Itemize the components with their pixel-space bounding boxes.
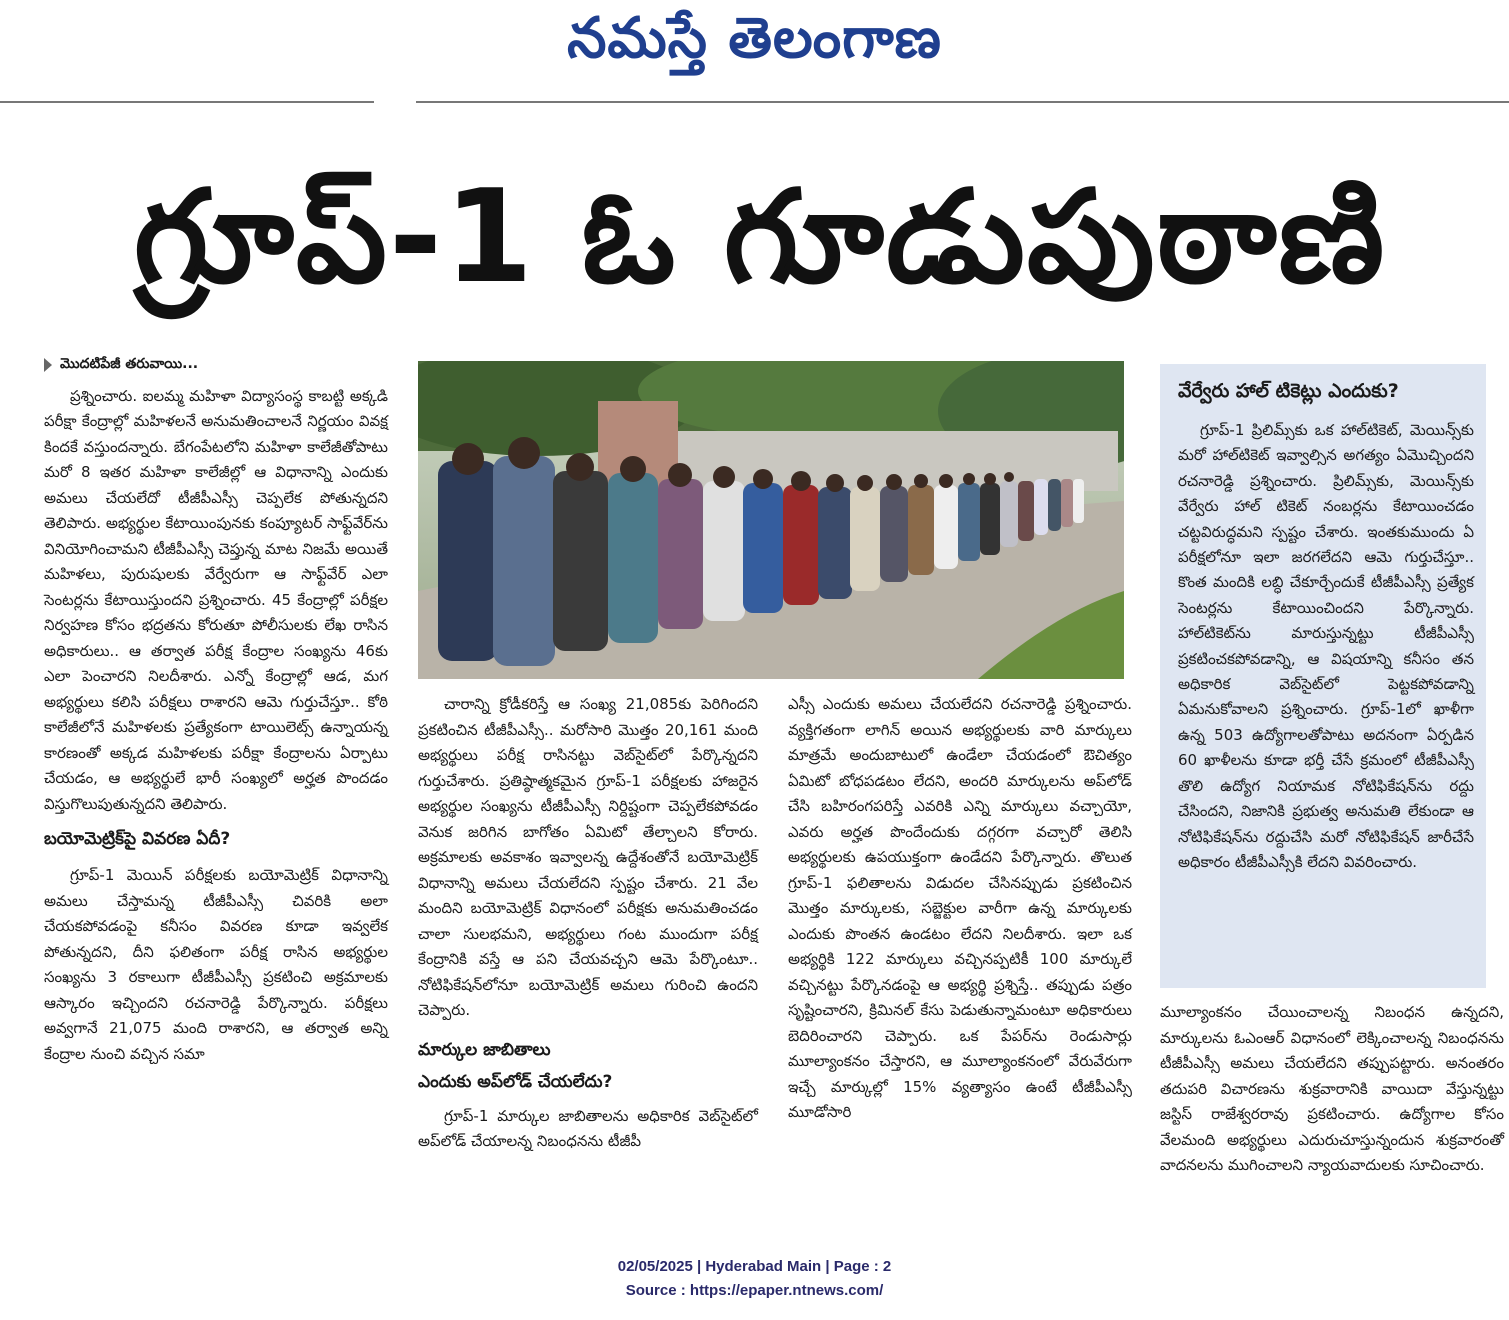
masthead-rule-left — [0, 101, 374, 103]
subheading: బయోమెట్రిక్‌పై వివరణ ఏదీ? — [44, 829, 231, 849]
article-column-4 — [1160, 1000, 1504, 1179]
sidebar-title: వేర్వేరు హాల్ టికెట్లు ఎందుకు? — [1178, 380, 1399, 402]
paragraph: గ్రూప్-1 మార్కుల జాబితాలను అధికారిక వెబ్‌సైట్‌లో అప్‌లోడ్ చేయాలన్న నిబంధనను టీజీపీ — [418, 1106, 758, 1150]
arrow-icon — [44, 358, 52, 372]
masthead — [0, 0, 1509, 100]
article-column-3 — [788, 692, 1132, 1126]
photo-illustration — [418, 361, 1124, 679]
subheading-line-2: ఎందుకు అప్‌లోడ్ చేయలేదు? — [418, 1071, 613, 1092]
sidebar-box — [1160, 364, 1486, 988]
newspaper-name: నమస్తే తెలంగాణ — [567, 6, 942, 71]
subheading-line-1: మార్కుల జాబితాలు — [418, 1039, 551, 1060]
masthead-rule-right — [416, 101, 1509, 103]
article-column-2 — [418, 692, 758, 1155]
headline: గ్రూప్-1 ఓ గూడుపుఠాణి — [133, 163, 1387, 312]
sidebar-body — [1178, 418, 1474, 875]
footer-source: Source : https://epaper.ntnews.com/ — [625, 1282, 884, 1299]
footer-dateline: 02/05/2025 | Hyderabad Main | Page : 2 — [617, 1258, 892, 1275]
continuation-text: మొదటిపేజీ తరువాయి... — [60, 356, 199, 372]
news-photo-queue — [418, 361, 1124, 679]
paragraph: చారాన్ని క్రోడీకరిస్తే ఆ సంఖ్య 21,085కు పెరిగిందని ప్రకటించిన టీజీపీఎస్సీ.. మరోసారి మొత్తం 20,161 మంది అభ్యర్థులు పరీక్ష రాసినట్టు వెబ్‌సైట్‌లో పేర్కొన్నదని గుర్తుచేశారు. ప్రతిష్ఠాత్మకమైన గ్రూప్-1 పరీక్షలకు హాజరైన అభ్యర్థుల సంఖ్యను టీజీపీఎస్సీ నిర్దిష్టంగా చెప్పలేకపోవడం వెనుక జరిగిన బాగోతం ఏమిటో తేల్చాలని కోరారు. అక్రమాలకు అవకాశం ఇవ్వాలన్న ఉద్దేశంతోనే బయోమెట్రిక్ విధానాన్ని అమలు చేయలేదని స్పష్టం చేశారు. 21 వేల మందిని బయోమెట్రిక్ విధానంలో పరీక్షకు అనుమతించడం చాలా సులభమని, అభ్యర్థులు గంట ముందుగా పరీక్ష కేంద్రానికి వస్తే ఆ పని చేయవచ్చని ఆమె పేర్కొంటూ.. నోటిఫికేషన్‌లోనూ బయోమెట్రిక్ అమలు గురించి ఉందని చెప్పారు. — [418, 695, 758, 1019]
subheading — [418, 1038, 758, 1094]
continuation-label — [44, 352, 388, 378]
paragraph: మూల్యాంకనం చేయించాలన్న నిబంధన ఉన్నదని, మార్కులను ఓఎంఆర్ విధానంలో లెక్కించాలన్న నిబంధనను టీజీపీఎస్సీ అమలు చేయలేదని తప్పుపట్టారు. అనంతరం తదుపరి విచారణను శుక్రవారానికి వాయిదా వేస్తున్నట్టు జస్టిస్ రాజేశ్వరరావు ప్రకటించారు. ఉద్యోగాల కోసం వేలమంది అభ్యర్థులు ఎదురుచూస్తున్నందున శుక్రవారంతో వాదనలను ముగించాలని న్యాయవాదులకు సూచించారు. — [1160, 1003, 1504, 1174]
paragraph: ఎస్సీ ఎందుకు అమలు చేయలేదని రచనారెడ్డి ప్రశ్నించారు. వ్యక్తిగతంగా లాగిన్ అయిన అభ్యర్థులకు వారి మార్కులు మాత్రమే అందుబాటులో ఉండేలా చేయడంలో ఔచిత్యం ఏమిటో బోధపడటం లేదని, అందరి మార్కులను అప్‌లోడ్ చేసి బహిరంగపరిస్తే ఎవరికి ఎన్ని మార్కులు వచ్చాయో, ఎవరు అర్హత పొందేందుకు దగ్గరగా వచ్చారో తెలిసి అభ్యర్థులకు ఉపయుక్తంగా ఉండేదని పేర్కొన్నారు. తొలుత గ్రూప్-1 ఫలితాలను విడుదల చేసినప్పుడు ప్రకటించిన మొత్తం మార్కులకు, సబ్జెక్టుల వారీగా ఉన్న మార్కులకు ఎందుకు పొంతన ఉండటం లేదని నిలదీశారు. ఇలా ఒక అభ్యర్థికి 122 మార్కులు వచ్చినప్పటికీ 100 మార్కులే వచ్చినట్టు పేర్కొనడంపై ఆ అభ్యర్థి ప్రశ్నిస్తే.. తప్పుడు పత్రం సృష్టించారని, క్రిమినల్ కేసు పెడుతున్నామంటూ అధికారులు బెదిరించారని చెప్పారు. ఒక పేపర్‌ను రెండుసార్లు మూల్యాంకనం చేస్తారని, ఆ మూల్యాంకనంలో వేరువేరుగా ఇచ్చే మార్కుల్లో 15% వ్యత్యాసం ఉంటే టీజీపీఎస్సీ మూడోసారి — [788, 695, 1132, 1121]
paragraph: గ్రూప్-1 మెయిన్ పరీక్షలకు బయోమెట్రిక్ విధానాన్ని అమలు చేస్తామన్న టీజీపీఎస్సీ చివరికి అలా చేయకపోవడంపై కనీసం వివరణ కూడా ఇవ్వలేక పోతున్నదని, దీని ఫలితంగా పరీక్ష రాసిన అభ్యర్థుల సంఖ్యను 3 రకాలుగా టీజీపీఎస్సీ ప్రకటించి అక్రమాలకు ఆస్కారం ఇచ్చిందని రచనారెడ్డి పేర్కొన్నారు. పరీక్షలు అవ్వగానే 21,075 మంది రాశారని, ఆ తర్వాత అన్ని కేంద్రాల నుంచి వచ్చిన సమా — [44, 866, 388, 1063]
paragraph: గ్రూప్-1 ప్రిలిమ్స్‌కు ఒక హాల్‌టికెట్, మెయిన్స్‌కు మరో హాల్‌టికెట్ ఇవ్వాల్సిన అగత్యం ఏమొచ్చిందని రచనారెడ్డి ప్రశ్నించారు. ప్రిలిమ్స్‌కు, మెయిన్స్‌కు వేర్వేరు హాల్ టికెట్ నంబర్లను కేటాయించడం చట్టవిరుద్ధమని స్పష్టం చేశారు. ఇంతకుముందు ఏ పరీక్షలోనూ ఇలా జరగలేదని ఆమె గుర్తుచేస్తూ.. కొంత మందికి లబ్ధి చేకూర్చేందుకే టీజీపీఎస్సీ ప్రత్యేక సెంటర్లను కేటాయించిందని పేర్కొన్నారు. హాల్‌టికెట్‌ను మారుస్తున్నట్టు టీజీపీఎస్సీ ప్రకటించకపోవడాన్ని, ఆ విషయాన్ని కనీసం తన అధికారిక వెబ్‌సైట్‌లో పెట్టకపోవడాన్ని ఏమనుకోవాలని ప్రశ్నించారు. గ్రూప్-1లో ఖాళీగా ఉన్న 503 ఉద్యోగాలతోపాటు అదనంగా ఏర్పడిన 60 ఖాళీలను కూడా భర్తీ చేసే క్రమంలో టీజీపీఎస్సీ తొలి ఉద్యోగ నియామక నోటిఫికేషన్‌ను రద్దు చేసిందని, నిజానికి ప్రభుత్వ అనుమతి లేకుండా ఆ నోటిఫికేషన్‌ను రద్దుచేసి మరో నోటిఫికేషన్ జారీచేసే అధికారం టీజీపీఎస్సీకి లేదని వివరించారు. — [1178, 421, 1474, 871]
article-column-1 — [44, 352, 388, 1067]
paragraph: ప్రశ్నించారు. ఐలమ్మ మహిళా విద్యాసంస్థ కాబట్టి అక్కడి పరీక్షా కేంద్రాల్లో మహిళలనే అనుమతించాలనే నిర్ణయం వివక్ష కిందకే వస్తుందన్నారు. బేగంపేటలోని మహిళా కాలేజీతోపాటు మరో 8 ఇతర మహిళా కాలేజీల్లో ఆ విధానాన్ని ఎందుకు అమలు చేయలేదో టీజీపీఎస్సీ చెప్పలేక పోతున్నదని తెలిపారు. అభ్యర్థుల కేటాయింపునకు కంప్యూటర్ సాఫ్ట్‌వేర్‌ను వినియోగించామని టీజీపీఎస్సీ చెప్తున్న మాట నిజమే అయితే మహిళలు, పురుషులకు వేర్వేరుగా ఆ సాఫ్ట్‌వేర్ ఎలా సెంటర్లను కేటాయిస్తుందని ప్రశ్నించారు. 45 కేంద్రాల్లో పరీక్షల నిర్వహణ కోసం భద్రతను కోరుతూ పోలీసులకు లేఖ రాసిన అధికారులు.. ఆ తర్వాత పరీక్ష కేంద్రాల సంఖ్యను 46కు ఎలా పెంచారని నిలదీశారు. ఎన్నో కేంద్రాల్లో ఆడ, మగ అభ్యర్థులు కలిసి పరీక్షలు రాశారని ఆమె గుర్తుచేస్తూ.. కోఠి కాలేజీలోనే మహిళలకు ప్రత్యేకంగా టాయిలెట్స్ ఉన్నాయన్న కారణంతో అక్కడ మహిళలకు పరీక్షా కేంద్రాలను ఏర్పాటు చేయడం, ఆ అభ్యర్థులే భారీ సంఖ్యలో అర్హత పొందడం విస్తుగొలుపుతున్నదని తెలిపారు. — [44, 386, 388, 813]
